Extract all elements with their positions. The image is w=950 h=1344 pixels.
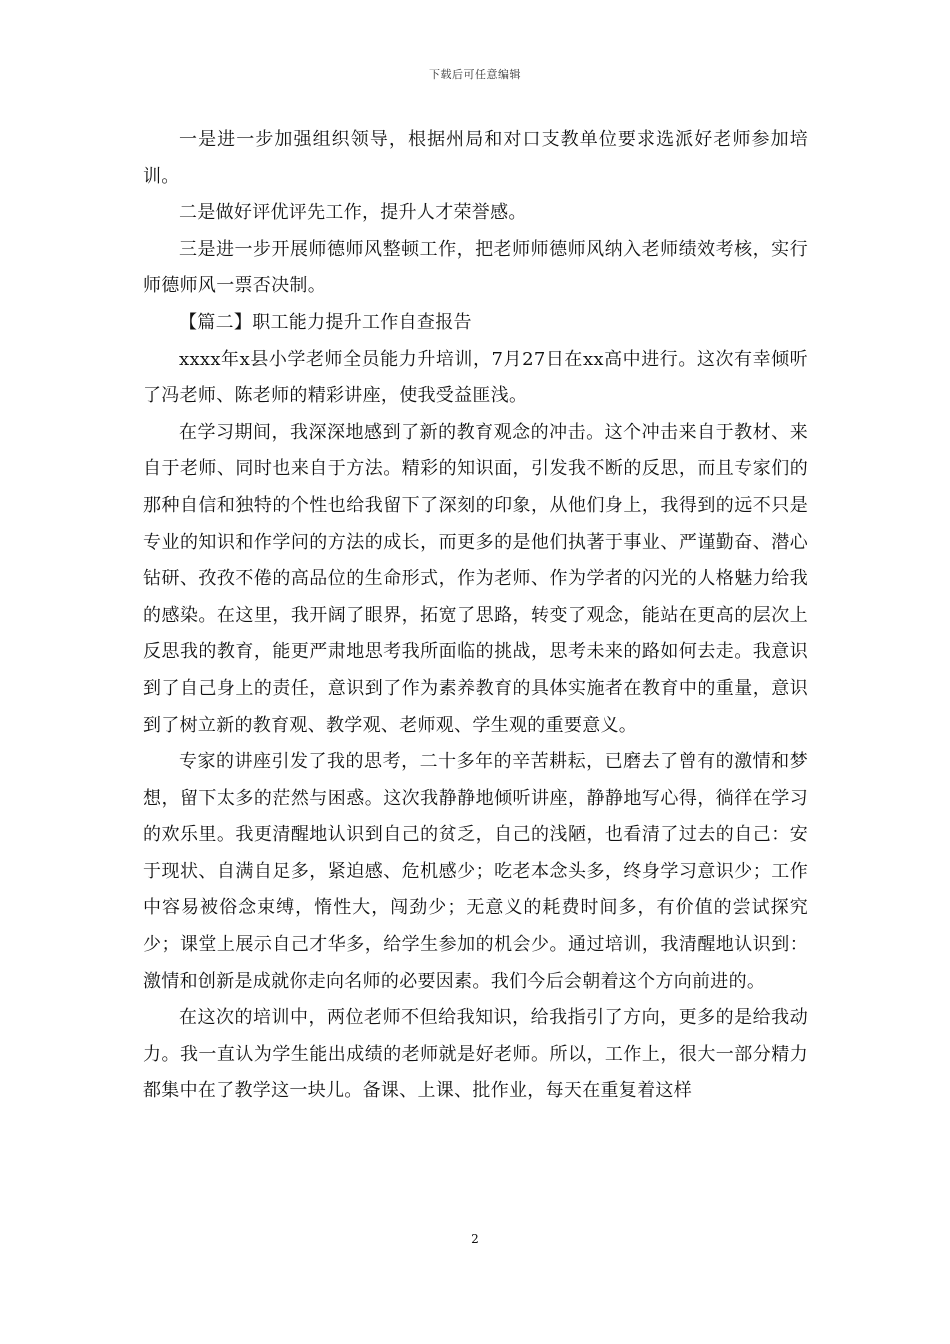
paragraph-3: 三是进一步开展师德师风整顿工作，把老师师德师风纳入老师绩效考核，实行师德师风一票否决制。 <box>143 238 808 297</box>
paragraph-8: 在这次的培训中，两位老师不但给我知识，给我指引了方向，更多的是给我动力。我一直认为学生能出成绩的老师就是好老师。所以，工作上，很大一部分精力都集中在了教学这一块儿。备课、上课、批作业，每天在重复着这样 <box>143 1007 808 1102</box>
page-number: 2 <box>471 1232 479 1246</box>
paragraph-7: 专家的讲座引发了我的思考，二十多年的辛苦耕耘，已磨去了曾有的激情和梦想，留下太多的茫然与困惑。这次我静静地倾听讲座，静静地写心得，徜徉在学习的欢乐里。我更清醒地认识到自己的贫乏，自己的浅陋，也看清了过去的自己：安于现状、自满自足多，紧迫感、危机感少；吃老本念头多，终身学习意识少；工作中容易被俗念束缚，惰性大，闯劲少；无意义的耗费时间多，有价值的尝试探究少；课堂上展示自己才华多，给学生参加的机会少。通过培训，我清醒地认识到：激情和创新是成就你走向名师的必要因素。我们今后会朝着这个方向前进的。 <box>143 751 808 992</box>
paragraph-1: 一是进一步加强组织领导，根据州局和对口支教单位要求选派好老师参加培训。 <box>143 129 808 187</box>
section-heading: 【篇二】职工能力提升工作自查报告 <box>179 311 472 333</box>
page-header-note: 下载后可任意编辑 <box>429 68 521 81</box>
paragraph-2: 二是做好评优评先工作，提升人才荣誉感。 <box>179 202 527 224</box>
document-body <box>143 122 808 1110</box>
paragraph-5: xxxx年x县小学老师全员能力升培训，7月27日在xx高中进行。这次有幸倾听了冯老师、陈老师的精彩讲座，使我受益匪浅。 <box>143 348 808 407</box>
paragraph-6: 在学习期间，我深深地感到了新的教育观念的冲击。这个冲击来自于教材、来自于老师、同时也来自于方法。精彩的知识面，引发我不断的反思，而且专家们的那种自信和独特的个性也给我留下了深刻的印象，从他们身上，我得到的远不只是专业的知识和作学问的方法的成长，而更多的是他们执著于事业、严谨勤奋、潜心钻研、孜孜不倦的高品位的生命形式，作为老师、作为学者的闪光的人格魅力给我的感染。在这里，我开阔了眼界，拓宽了思路，转变了观念，能站在更高的层次上反思我的教育，能更严肃地思考我所面临的挑战，思考未来的路如何去走。我意识到了自己身上的责任，意识到了作为素养教育的具体实施者在教育中的重量，意识到了树立新的教育观、教学观、老师观、学生观的重要意义。 <box>143 421 808 736</box>
